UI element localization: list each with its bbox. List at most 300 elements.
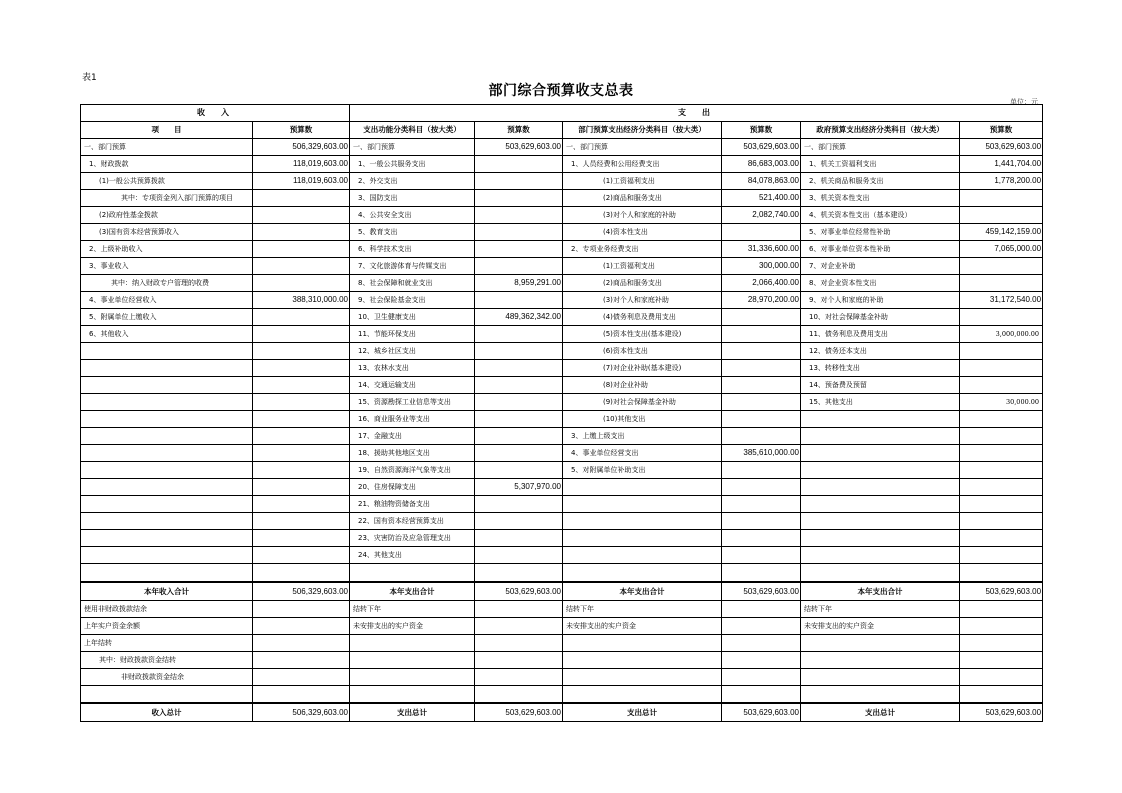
income-budget [253,241,350,258]
func-item: 5、教育支出 [350,224,475,241]
income-item [81,462,253,479]
func-budget [475,360,563,377]
func-budget [475,462,563,479]
carry-value [722,686,801,704]
table-row [81,547,1043,564]
dept-econ-item [563,513,722,530]
table-row [81,564,1043,583]
dept-econ-item: (9)对社会保障基金补助 [563,394,722,411]
gov-econ-item [801,411,960,428]
carry-value [253,601,350,618]
col-header-item: 项 目 [81,122,253,139]
col-header-dept-econ: 部门预算支出经济分类科目（按大类） [563,122,722,139]
income-budget [253,326,350,343]
table-row [81,360,1043,377]
func-budget: 503,629,603.00 [475,139,563,156]
func-budget [475,241,563,258]
carry-item [350,635,475,652]
gov-econ-item [801,428,960,445]
dept-econ-budget: 84,078,863.00 [722,173,801,190]
func-budget [475,258,563,275]
dept-econ-budget [722,428,801,445]
income-budget [253,343,350,360]
income-item [81,479,253,496]
total-label: 本年支出合计 [801,582,960,601]
income-item [81,360,253,377]
carry-item: 使用非财政拨款结余 [81,601,253,618]
income-item: (3)国有资本经营预算收入 [81,224,253,241]
carry-value [722,635,801,652]
func-item: 11、节能环保支出 [350,326,475,343]
income-item: 一、部门预算 [81,139,253,156]
table-row [81,343,1043,360]
table-row [81,394,1043,411]
grand-total-row [81,703,1043,722]
func-budget [475,173,563,190]
gov-econ-budget [960,275,1043,292]
table-row [81,309,1043,326]
gov-econ-item [801,462,960,479]
income-budget [253,258,350,275]
carry-value [960,601,1043,618]
income-budget [253,394,350,411]
carry-value [475,669,563,686]
func-item: 20、住房保障支出 [350,479,475,496]
gov-econ-budget [960,564,1043,583]
income-item: 其中：专项资金列入部门预算的项目 [81,190,253,207]
dept-econ-budget: 31,336,600.00 [722,241,801,258]
income-item [81,513,253,530]
grand-total-value: 506,329,603.00 [253,703,350,722]
dept-econ-item: (1)工资福利支出 [563,258,722,275]
carry-value [722,652,801,669]
income-item [81,445,253,462]
dept-econ-budget [722,462,801,479]
table-row [81,513,1043,530]
grand-total-label: 支出总计 [350,703,475,722]
func-budget [475,190,563,207]
grand-total-label: 收入总计 [81,703,253,722]
carry-value [253,686,350,704]
table-row [81,669,1043,686]
func-budget [475,292,563,309]
gov-econ-item [801,513,960,530]
dept-econ-item: (3)对个人和家庭补助 [563,292,722,309]
gov-econ-item: 13、转移性支出 [801,360,960,377]
dept-econ-budget [722,530,801,547]
dept-econ-budget [722,309,801,326]
func-budget [475,547,563,564]
func-item: 9、社会保险基金支出 [350,292,475,309]
carry-value [722,669,801,686]
gov-econ-item: 14、预备费及预留 [801,377,960,394]
income-item: 4、事业单位经营收入 [81,292,253,309]
table-row [81,173,1043,190]
income-budget: 118,019,603.00 [253,156,350,173]
func-item: 2、外交支出 [350,173,475,190]
dept-econ-budget: 300,000.00 [722,258,801,275]
income-item [81,530,253,547]
carry-item: 上年结转 [81,635,253,652]
func-budget [475,513,563,530]
budget-table [80,104,1043,722]
dept-econ-budget [722,411,801,428]
table-row [81,428,1043,445]
total-label: 本年支出合计 [350,582,475,601]
carry-item [350,669,475,686]
total-value: 503,629,603.00 [475,582,563,601]
gov-econ-item: 7、对企业补助 [801,258,960,275]
dept-econ-item: (2)商品和服务支出 [563,275,722,292]
table-row [81,601,1043,618]
gov-econ-budget [960,360,1043,377]
income-item [81,428,253,445]
table-row [81,686,1043,704]
gov-econ-budget: 503,629,603.00 [960,139,1043,156]
gov-econ-item: 1、机关工资福利支出 [801,156,960,173]
carry-value [722,601,801,618]
income-budget [253,428,350,445]
dept-econ-item: (7)对企业补助(基本建设) [563,360,722,377]
carry-item [801,669,960,686]
func-budget [475,156,563,173]
gov-econ-item [801,496,960,513]
dept-econ-item: (1)工资福利支出 [563,173,722,190]
gov-econ-budget [960,547,1043,564]
dept-econ-budget: 86,683,003.00 [722,156,801,173]
func-item: 14、交通运输支出 [350,377,475,394]
col-header-func: 支出功能分类科目（按大类） [350,122,475,139]
gov-econ-budget [960,445,1043,462]
income-budget [253,377,350,394]
table-row [81,377,1043,394]
gov-econ-item [801,547,960,564]
func-budget [475,496,563,513]
table-row [81,275,1043,292]
table-row [81,139,1043,156]
income-budget [253,309,350,326]
carry-item: 未安排支出的实户资金 [350,618,475,635]
dept-econ-item: (2)商品和服务支出 [563,190,722,207]
dept-econ-budget [722,564,801,583]
carry-item: 上年实户资金余额 [81,618,253,635]
func-item: 16、商业服务业等支出 [350,411,475,428]
income-budget [253,513,350,530]
carry-item [81,686,253,704]
gov-econ-budget [960,343,1043,360]
grand-total-value: 503,629,603.00 [722,703,801,722]
carry-item: 未安排支出的实户资金 [801,618,960,635]
income-item [81,547,253,564]
dept-econ-item: (8)对企业补助 [563,377,722,394]
func-item: 6、科学技术支出 [350,241,475,258]
dept-econ-budget [722,547,801,564]
func-item: 18、援助其他地区支出 [350,445,475,462]
func-item: 10、卫生健康支出 [350,309,475,326]
carry-value [960,635,1043,652]
dept-econ-budget [722,343,801,360]
dept-econ-budget: 2,066,400.00 [722,275,801,292]
header-row-columns [81,122,1043,139]
table-row [81,207,1043,224]
carry-item [563,635,722,652]
func-item: 19、自然资源海洋气象等支出 [350,462,475,479]
dept-econ-budget [722,224,801,241]
table-row [81,618,1043,635]
gov-econ-item: 11、债务利息及费用支出 [801,326,960,343]
func-item: 12、城乡社区支出 [350,343,475,360]
dept-econ-budget: 521,400.00 [722,190,801,207]
gov-econ-item: 10、对社会保障基金补助 [801,309,960,326]
gov-econ-budget [960,258,1043,275]
dept-econ-item: (6)资本性支出 [563,343,722,360]
expense-section-header: 支 出 [350,105,1043,122]
carry-value [960,652,1043,669]
grand-total-value: 503,629,603.00 [475,703,563,722]
income-item: 1、财政拨款 [81,156,253,173]
func-budget [475,224,563,241]
dept-econ-item [563,547,722,564]
func-item: 15、资源勘探工业信息等支出 [350,394,475,411]
carry-item: 未安排支出的实户资金 [563,618,722,635]
dept-econ-item: (5)资本性支出(基本建设) [563,326,722,343]
table-row [81,411,1043,428]
grand-total-value: 503,629,603.00 [960,703,1043,722]
carry-item: 结转下年 [563,601,722,618]
income-budget [253,360,350,377]
income-budget [253,496,350,513]
sheet-label: 表1 [82,73,97,83]
income-budget [253,479,350,496]
carry-item [563,686,722,704]
table-row [81,496,1043,513]
income-budget [253,564,350,583]
dept-econ-item: (4)资本性支出 [563,224,722,241]
carry-item [801,652,960,669]
func-item: 4、公共安全支出 [350,207,475,224]
income-budget [253,530,350,547]
dept-econ-item [563,479,722,496]
gov-econ-item [801,479,960,496]
gov-econ-budget: 459,142,159.00 [960,224,1043,241]
func-item: 1、一般公共服务支出 [350,156,475,173]
carry-item: 结转下年 [801,601,960,618]
col-header-budget: 预算数 [960,122,1043,139]
total-value: 506,329,603.00 [253,582,350,601]
income-budget [253,190,350,207]
dept-econ-item: (3)对个人和家庭的补助 [563,207,722,224]
carry-item: 结转下年 [350,601,475,618]
gov-econ-item: 3、机关资本性支出 [801,190,960,207]
func-item: 21、粮油物资储备支出 [350,496,475,513]
dept-econ-budget: 503,629,603.00 [722,139,801,156]
carry-item [801,635,960,652]
dept-econ-item: 2、专项业务经费支出 [563,241,722,258]
income-item: (1)一般公共预算拨款 [81,173,253,190]
carry-value [253,669,350,686]
gov-econ-item: 一、部门预算 [801,139,960,156]
dept-econ-budget: 28,970,200.00 [722,292,801,309]
income-item: 3、事业收入 [81,258,253,275]
carry-value [475,618,563,635]
func-budget: 5,307,970.00 [475,479,563,496]
dept-econ-budget [722,479,801,496]
gov-econ-budget: 1,441,704.00 [960,156,1043,173]
income-item [81,377,253,394]
grand-total-label: 支出总计 [801,703,960,722]
income-budget: 388,310,000.00 [253,292,350,309]
carry-value [960,669,1043,686]
dept-econ-item: 5、对附属单位补助支出 [563,462,722,479]
income-section-header: 收 入 [81,105,350,122]
year-total-row [81,582,1043,601]
table-row [81,224,1043,241]
income-budget [253,411,350,428]
header-row-sections [81,105,1043,122]
dept-econ-item: 一、部门预算 [563,139,722,156]
gov-econ-budget: 7,065,000.00 [960,241,1043,258]
gov-econ-item [801,564,960,583]
carry-item [563,669,722,686]
gov-econ-item [801,530,960,547]
dept-econ-item [563,496,722,513]
income-item: 6、其他收入 [81,326,253,343]
dept-econ-budget [722,360,801,377]
func-budget [475,428,563,445]
gov-econ-budget [960,479,1043,496]
income-budget [253,275,350,292]
income-budget [253,445,350,462]
carry-item [563,652,722,669]
carry-value [960,686,1043,704]
income-item: 其中：纳入财政专户管理的收费 [81,275,253,292]
dept-econ-item [563,564,722,583]
total-label: 本年支出合计 [563,582,722,601]
income-budget [253,207,350,224]
func-budget [475,207,563,224]
col-header-gov-econ: 政府预算支出经济分类科目（按大类） [801,122,960,139]
dept-econ-budget [722,513,801,530]
table-row [81,292,1043,309]
gov-econ-item: 12、债务还本支出 [801,343,960,360]
gov-econ-item: 15、其他支出 [801,394,960,411]
income-budget: 118,019,603.00 [253,173,350,190]
gov-econ-item: 2、机关商品和服务支出 [801,173,960,190]
income-item [81,394,253,411]
dept-econ-budget: 385,610,000.00 [722,445,801,462]
func-budget [475,343,563,360]
income-budget [253,547,350,564]
dept-econ-budget [722,326,801,343]
func-item: 17、金融支出 [350,428,475,445]
gov-econ-budget [960,190,1043,207]
dept-econ-item: 3、上缴上级支出 [563,428,722,445]
total-label: 本年收入合计 [81,582,253,601]
income-item [81,343,253,360]
gov-econ-budget: 1,778,200.00 [960,173,1043,190]
grand-total-label: 支出总计 [563,703,722,722]
func-item: 一、部门预算 [350,139,475,156]
table-row [81,479,1043,496]
carry-value [722,618,801,635]
gov-econ-budget: 31,172,540.00 [960,292,1043,309]
gov-econ-budget [960,462,1043,479]
func-item [350,564,475,583]
col-header-budget: 预算数 [253,122,350,139]
income-item: (2)政府性基金拨款 [81,207,253,224]
income-item [81,411,253,428]
func-budget: 489,362,342.00 [475,309,563,326]
carry-value [475,686,563,704]
dept-econ-budget [722,394,801,411]
carry-value [253,652,350,669]
func-item: 22、国有资本经营预算支出 [350,513,475,530]
carry-item [350,686,475,704]
gov-econ-budget [960,377,1043,394]
table-row [81,530,1043,547]
gov-econ-item: 5、对事业单位经常性补助 [801,224,960,241]
dept-econ-item: (10)其他支出 [563,411,722,428]
gov-econ-budget [960,428,1043,445]
dept-econ-budget: 2,082,740.00 [722,207,801,224]
func-budget [475,326,563,343]
table-row [81,190,1043,207]
dept-econ-item: 1、人员经费和公用经费支出 [563,156,722,173]
carry-value [960,618,1043,635]
carry-value [253,618,350,635]
func-budget [475,377,563,394]
carry-value [475,601,563,618]
func-item: 23、灾害防治及应急管理支出 [350,530,475,547]
dept-econ-item: (4)债务利息及费用支出 [563,309,722,326]
carry-item: 非财政拨款资金结余 [81,669,253,686]
gov-econ-item: 8、对企业资本性支出 [801,275,960,292]
gov-econ-budget [960,513,1043,530]
table-row [81,156,1043,173]
gov-econ-item: 4、机关资本性支出（基本建设） [801,207,960,224]
carry-value [253,635,350,652]
income-item [81,496,253,513]
carry-item [350,652,475,669]
dept-econ-item [563,530,722,547]
gov-econ-budget: 3,000,000.00 [960,326,1043,343]
func-item: 3、国防支出 [350,190,475,207]
func-item: 7、文化旅游体育与传媒支出 [350,258,475,275]
carry-value [475,635,563,652]
unit-label: 单位：元 [1010,98,1038,106]
total-value: 503,629,603.00 [960,582,1043,601]
page-title: 部门综合预算收支总表 [488,83,634,99]
col-header-budget: 预算数 [475,122,563,139]
gov-econ-budget [960,411,1043,428]
carry-item [801,686,960,704]
table-row [81,445,1043,462]
gov-econ-budget [960,309,1043,326]
func-item: 8、社会保障和就业支出 [350,275,475,292]
total-value: 503,629,603.00 [722,582,801,601]
gov-econ-item: 9、对个人和家庭的补助 [801,292,960,309]
income-budget [253,462,350,479]
gov-econ-budget [960,207,1043,224]
gov-econ-item [801,445,960,462]
gov-econ-budget [960,496,1043,513]
income-budget: 506,329,603.00 [253,139,350,156]
func-item: 24、其他支出 [350,547,475,564]
gov-econ-budget: 30,000.00 [960,394,1043,411]
func-budget [475,564,563,583]
func-budget: 8,959,291.00 [475,275,563,292]
table-row [81,241,1043,258]
